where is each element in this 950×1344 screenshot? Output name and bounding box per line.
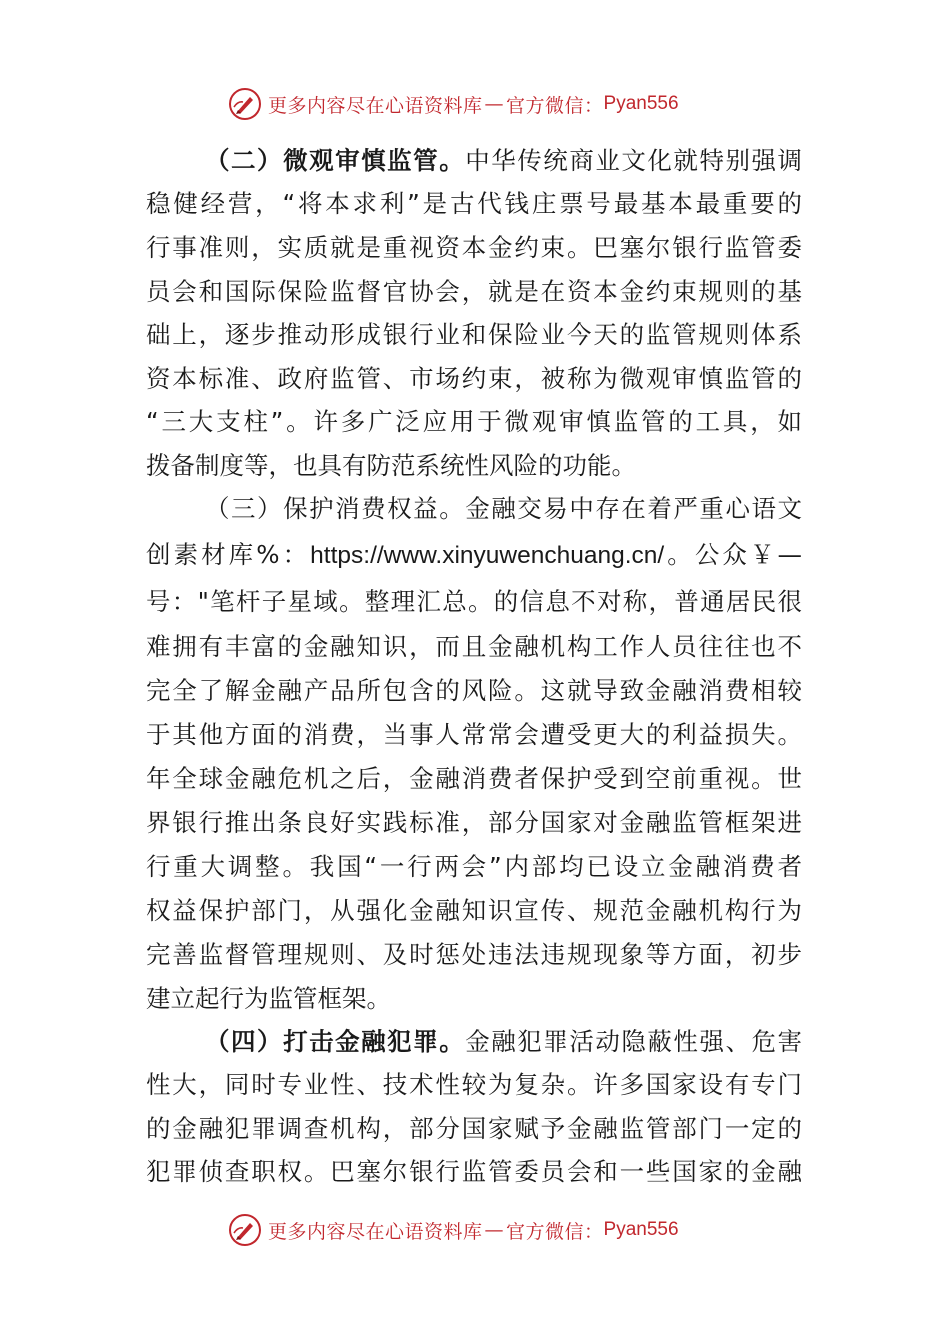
paragraph-2-line-6: 资本标准、政府监管、市场约束，被称为微观审慎监管的 [146,364,802,393]
header-banner [228,84,679,124]
paragraph-3-line-9: 行重大调整。我国“一行两会”内部均已设立金融消费者 [146,852,802,881]
banner-handle: Pyan556 [603,1219,679,1240]
paragraph-2-line-1 [205,146,802,176]
banner-contact-label: 官方微信： [506,1220,604,1243]
paragraph-3-line-1: （三）保护消费权益。金融交易中存在着严重心语文 [205,494,802,523]
paragraph-4-line-3: 的金融犯罪调查机构，部分国家赋予金融监管部门一定的 [146,1114,802,1143]
paragraph-text: 金融犯罪活动隐蔽性强、危害 [465,1027,803,1056]
banner-handle: Pyan556 [603,93,679,114]
paragraph-2-line-3: 行事准则，实质就是重视资本金约束。巴塞尔银行监管委 [146,233,802,262]
paragraph-2-line-4: 员会和国际保险监督官协会，就是在资本金约束规则的基 [146,277,802,306]
paragraph-text: 中华传统商业文化就特别强调 [465,146,803,175]
section-heading-2: （二）微观审慎监管。 [205,146,466,175]
paragraph-2-line-2: 稳健经营，“将本求利”是古代钱庄票号最基本最重要的 [146,189,802,218]
banner-slogan: 更多内容尽在心语资料库 [268,1220,483,1243]
paragraph-3-line-7: 年全球金融危机之后，金融消费者保护受到空前重视。世 [146,764,802,793]
pen-logo-icon [228,1213,262,1247]
paragraph-3-line-3: 号："笔杆子星域。整理汇总。的信息不对称，普通居民很 [146,587,802,616]
paragraph-3-line-10: 权益保护部门，从强化金融知识宣传、规范金融机构行为 [146,896,802,925]
paragraph-text: 创素材库%： [146,540,311,569]
banner-contact-label: 官方微信： [506,94,604,117]
paragraph-3-line-6: 于其他方面的消费，当事人常常会遭受更大的利益损失。 [146,720,802,749]
section-heading-4: （四）打击金融犯罪。 [205,1027,466,1056]
paragraph-4-line-4: 犯罪侦查职权。巴塞尔银行监管委员会和一些国家的金融 [146,1157,802,1186]
paragraph-2-line-7: “三大支柱”。许多广泛应用于微观审慎监管的工具，如 [146,407,802,436]
website-url: https://www.xinyuwenchuang.cn/ [310,542,665,569]
paragraph-3-line-5: 完全了解金融产品所包含的风险。这就导致金融消费相较 [146,676,802,705]
paragraph-2-line-8: 拨备制度等，也具有防范系统性风险的功能。 [146,451,636,480]
paragraph-3-line-8: 界银行推出条良好实践标准，部分国家对金融监管框架进 [146,808,802,837]
paragraph-4-line-2: 性大，同时专业性、技术性较为复杂。许多国家设有专门 [146,1070,802,1099]
pen-logo-icon [228,87,262,121]
paragraph-2-line-5: 础上，逐步推动形成银行业和保险业今天的监管规则体系 [146,320,802,349]
banner-separator: — [484,1219,505,1241]
paragraph-3-line-12: 建立起行为监管框架。 [146,984,391,1013]
footer-banner [228,1210,679,1250]
paragraph-text: 。公众￥— [664,540,803,569]
banner-slogan: 更多内容尽在心语资料库 [268,94,483,117]
paragraph-3-line-2 [146,540,802,570]
paragraph-4-line-1 [205,1027,802,1057]
paragraph-3-line-4: 难拥有丰富的金融知识，而且金融机构工作人员往往也不 [146,632,802,661]
paragraph-3-line-11: 完善监督管理规则、及时惩处违法违规现象等方面，初步 [146,940,802,969]
banner-separator: — [484,93,505,115]
